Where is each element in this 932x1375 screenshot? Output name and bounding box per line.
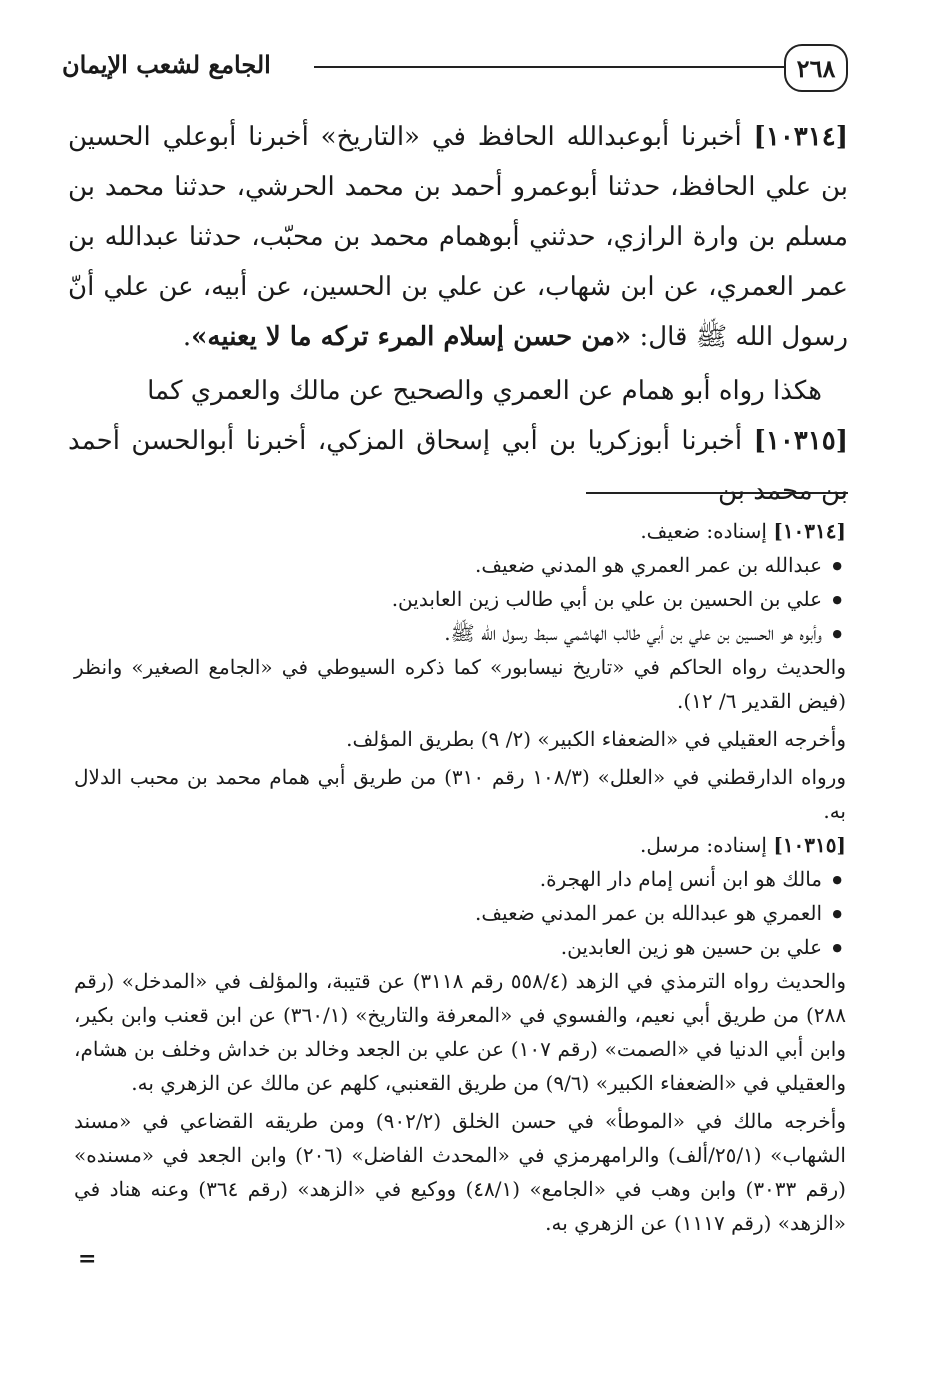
- footnote-bullet: ● عبدالله بن عمر العمري هو المدني ضعيف.: [74, 548, 846, 582]
- footnote-number: [١٠٣١٤]: [773, 519, 846, 543]
- footnote-paragraph: ورواه الدارقطني في «العلل» (١٠٨/٣ رقم ٣١٠) من طريق أبي همام محمد بن محبب الدلال به.: [74, 765, 846, 823]
- hadith-10315: [68, 416, 848, 516]
- footnotes: [74, 514, 846, 1240]
- footnote-number: [١٠٣١٥]: [773, 833, 846, 857]
- footnote-bullet: ● مالك هو ابن أنس إمام دار الهجرة.: [74, 862, 846, 896]
- author-note: هكذا رواه أبو همام عن العمري والصحيح عن مالك والعمري كما: [147, 376, 822, 406]
- hadith-end: .: [182, 322, 192, 352]
- footnote-grade: إسناده: ضعيف.: [640, 519, 767, 543]
- footnote-bullet: ● العمري هو عبدالله بن عمر المدني ضعيف.: [74, 896, 846, 930]
- footnote-bullet: ● وأبوه هو الحسين بن علي بن أبي طالب الهاشمي سبط رسول الله ﷺ.: [74, 616, 846, 650]
- book-title: الجامع لشعب الإيمان: [62, 50, 271, 79]
- header-rule: [314, 66, 784, 68]
- hadith-number: [١٠٣١٤]: [753, 122, 848, 152]
- page-number: ٢٦٨: [784, 44, 848, 92]
- footnote-heading: [74, 514, 846, 548]
- hadith-chain: أخبرنا أبوزكريا بن أبي إسحاق المزكي، أخبرنا أبوالحسن أحمد بن محمد بن: [68, 426, 848, 506]
- page-header: [62, 44, 848, 100]
- footnote-heading: [74, 828, 846, 862]
- footnote-paragraph: وأخرجه العقيلي في «الضعفاء الكبير» (٢/ ٩) بطريق المؤلف.: [346, 727, 846, 751]
- footnote-bullet: ● علي بن حسين هو زين العابدين.: [74, 930, 846, 964]
- footnote-separator: [586, 492, 848, 494]
- hadith-10314: [68, 112, 848, 362]
- footnote-bullet: ● علي بن الحسين بن علي بن أبي طالب زين العابدين.: [74, 582, 846, 616]
- main-text: [68, 112, 848, 516]
- footnote-grade: إسناده: مرسل.: [640, 833, 767, 857]
- hadith-number: [١٠٣١٥]: [753, 426, 849, 456]
- hadith-matn: «من حسن إسلام المرء تركه ما لا يعنيه»: [191, 322, 632, 352]
- footnote-paragraph: والحديث رواه الترمذي في الزهد (٥٥٨/٤ رقم ٣١١٨) عن قتيبة، والمؤلف في «المدخل» (رقم ٢٨٨) من طريق أبي نعيم، والفسوي في «المعرفة والتاريخ» (٣٦٠/١) عن ابن قعنب وابن بكير، وابن أبي الدنيا في «الصمت» (رقم ١٠٧) عن علي بن الجعد وخالد بن خداش وخلف بن هشام، والعقيلي في «الضعفاء الكبير» (٩/٦) من طريق القعنبي، كلهم عن مالك عن الزهري به.: [74, 969, 846, 1095]
- hadith-chain: أخبرنا أبوعبدالله الحافظ في «التاريخ» أخبرنا أبوعلي الحسين بن علي الحافظ، حدثنا أبوعمرو أحمد بن محمد الحرشي، حدثنا محمد بن مسلم بن وارة الرازي، حدثني أبوهمام محمد بن محبّب، حدثنا عبدالله بن عمر العمري، عن ابن شهاب، عن علي بن الحسين، عن أبيه، عن علي أنّ رسول الله ﷺ قال:: [68, 122, 848, 352]
- continuation-mark: =: [78, 1246, 97, 1272]
- footnote-paragraph: والحديث رواه الحاكم في «تاريخ نيسابور» كما ذكره السيوطي في «الجامع الصغير» وانظر (فيض القدير ٦/ ١٢).: [74, 655, 846, 713]
- footnote-paragraph: وأخرجه مالك في «الموطأ» في حسن الخلق (٩٠٢/٢) ومن طريقه القضاعي في «مسند الشهاب» (٢٥/١/ألف) والرامهرمزي في «المحدث الفاضل» (٢٠٦) وابن الجعد في «مسنده» (رقم ٣٠٣٣) وابن وهب في «الجامع» (٤٨/١) ووكيع في «الزهد» (رقم ٣٦٤) وعنه هناد في «الزهد» (رقم ١١١٧) عن الزهري به.: [74, 1109, 846, 1235]
